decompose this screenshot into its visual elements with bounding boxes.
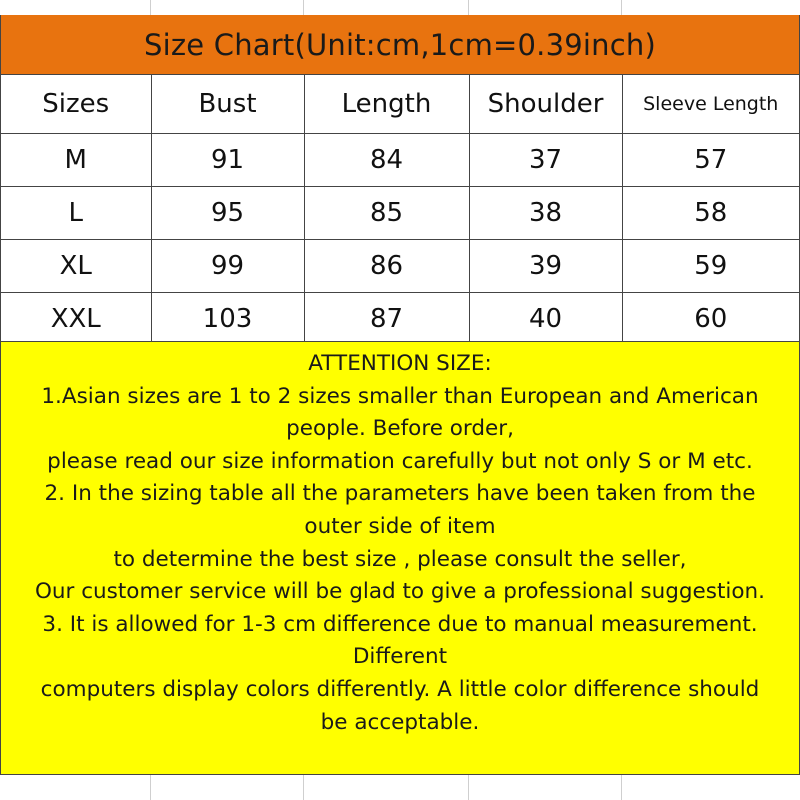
background-divider (468, 775, 469, 800)
column-header-sleeve-length: Sleeve Length (622, 75, 799, 134)
shoulder-cell: 38 (469, 187, 622, 240)
sleeve-length-cell: 57 (622, 134, 799, 187)
size-cell: XXL (1, 293, 151, 346)
background-divider (621, 775, 622, 800)
attention-notice (1, 341, 799, 775)
table-row (1, 187, 799, 240)
column-header-length: Length (304, 75, 469, 134)
background-divider (303, 0, 304, 15)
bust-cell: 103 (151, 293, 304, 346)
notice-line: be acceptable. (320, 709, 480, 735)
bust-cell: 95 (151, 187, 304, 240)
size-chart (0, 15, 800, 775)
length-cell: 86 (304, 240, 469, 293)
notice-line: Different (352, 644, 448, 670)
notice-line: 2. In the sizing table all the parameters have been taken from the (44, 481, 756, 507)
shoulder-cell: 39 (469, 240, 622, 293)
notice-line: 3. It is allowed for 1-3 cm difference due to manual measurement. (42, 611, 758, 637)
column-header-sizes: Sizes (1, 75, 151, 134)
size-chart-title: Size Chart(Unit:cm,1cm=0.39inch) (1, 15, 799, 75)
length-cell: 85 (304, 187, 469, 240)
shoulder-cell: 40 (469, 293, 622, 346)
background-divider (303, 775, 304, 800)
size-cell: XL (1, 240, 151, 293)
table-header-row (1, 75, 799, 134)
background-divider (621, 0, 622, 15)
background-divider (468, 0, 469, 15)
length-cell: 87 (304, 293, 469, 346)
notice-line: please read our size information carefully but not only S or M etc. (47, 448, 753, 474)
notice-line: Our customer service will be glad to give a professional suggestion. (35, 579, 765, 605)
notice-line: 1.Asian sizes are 1 to 2 sizes smaller than European and American (41, 383, 759, 409)
background-divider (150, 775, 151, 800)
notice-line: outer side of item (304, 513, 496, 539)
column-header-bust: Bust (151, 75, 304, 134)
table-row (1, 134, 799, 187)
notice-heading: ATTENTION SIZE: (308, 351, 492, 376)
sleeve-length-cell: 60 (622, 293, 799, 346)
size-table (1, 75, 799, 346)
bust-cell: 99 (151, 240, 304, 293)
size-cell: L (1, 187, 151, 240)
background-divider (150, 0, 151, 15)
notice-line: computers display colors differently. A little color difference should (40, 676, 760, 702)
table-row (1, 240, 799, 293)
length-cell: 84 (304, 134, 469, 187)
notice-line: to determine the best size , please consult the seller, (113, 546, 687, 572)
notice-line: people. Before order, (286, 416, 514, 442)
table-row (1, 293, 799, 346)
sleeve-length-cell: 59 (622, 240, 799, 293)
size-cell: M (1, 134, 151, 187)
shoulder-cell: 37 (469, 134, 622, 187)
bust-cell: 91 (151, 134, 304, 187)
column-header-shoulder: Shoulder (469, 75, 622, 134)
sleeve-length-cell: 58 (622, 187, 799, 240)
